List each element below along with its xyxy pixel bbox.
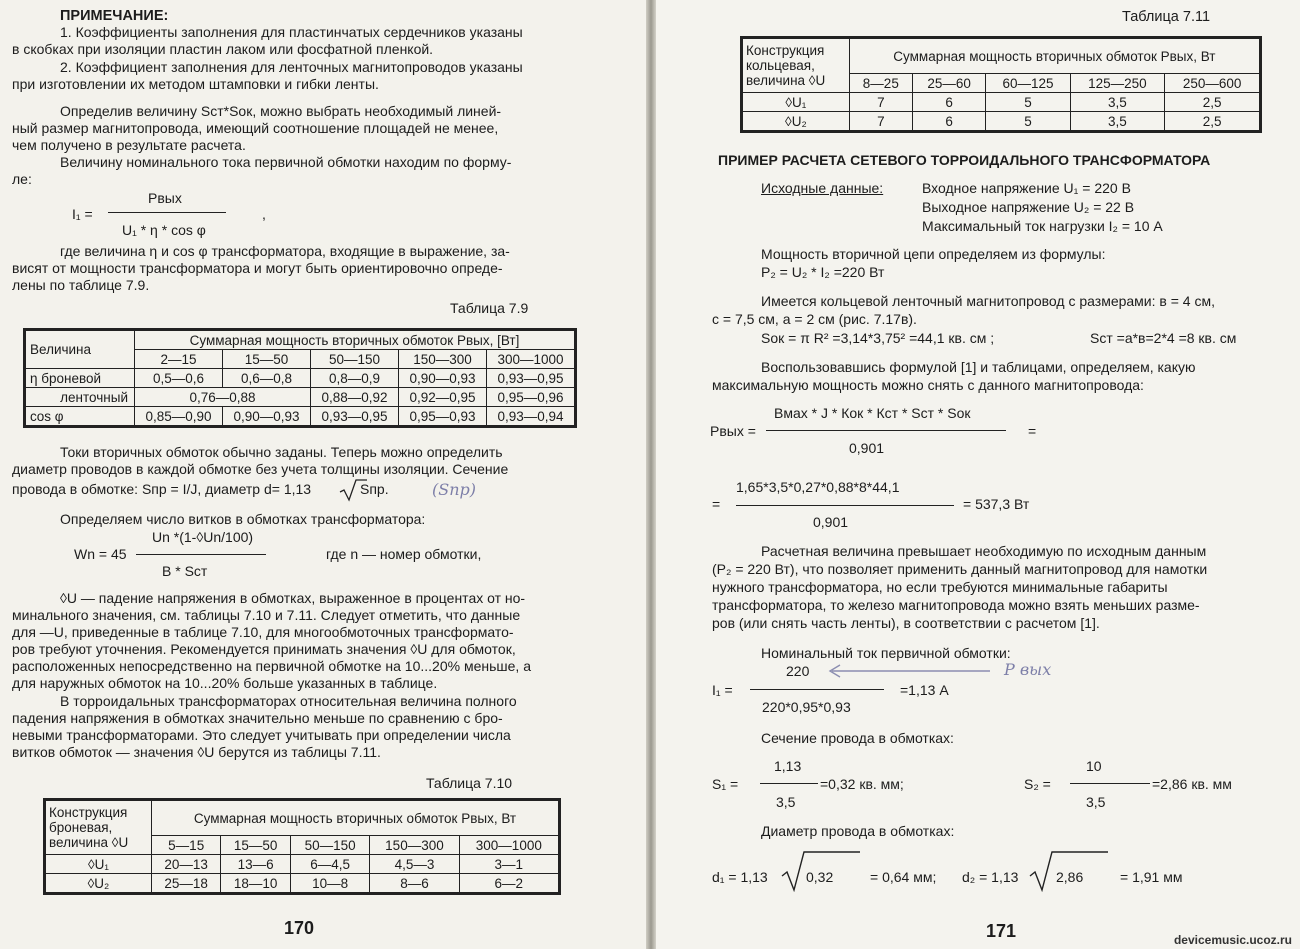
value-cell: 3—1 — [459, 855, 558, 874]
formula-numerator: 1,65*3,5*0,27*0,88*8*44,1 — [736, 479, 900, 495]
value-cell: 0,5—0,6 — [135, 369, 223, 388]
formula-denominator: 0,901 — [849, 440, 885, 456]
book-gutter — [646, 0, 656, 949]
text-line: для —U, приведенные в таблице 7.10, для многообмоточных трансформато- — [12, 624, 514, 640]
text-line: Воспользовавшись формулой [1] и таблицами, определяем, какую — [761, 359, 1196, 375]
value-cell: 0,76—0,88 — [135, 388, 311, 407]
range-cell: 50—150 — [290, 836, 369, 855]
text-line: максимальную мощность можно снять с данного магнитопровода: — [712, 377, 1144, 393]
value-cell: 7 — [849, 112, 912, 131]
formula-note: где n — номер обмотки, — [326, 546, 482, 562]
note-line: 2. Коэффициент заполнения для ленточных магнитопроводов указаны — [60, 59, 523, 75]
range-cell: 2—15 — [135, 350, 223, 369]
value-cell: 2,5 — [1165, 93, 1260, 112]
text-line: для наружных обмоток на 10...20% больше указанных в таблице. — [12, 675, 438, 691]
formula-line: P₂ = U₂ * I₂ =220 Вт — [761, 264, 885, 280]
header-text: броневая, — [49, 820, 113, 835]
header-text: величина ◊U — [746, 73, 826, 88]
formula-result: =2,86 кв. мм — [1152, 776, 1232, 792]
value-cell: 7 — [849, 93, 912, 112]
formula-denominator: B * Sст — [162, 563, 208, 579]
range-cell: 5—15 — [151, 836, 220, 855]
value-cell: 0,8—0,9 — [311, 369, 399, 388]
sqrt-argument: 2,86 — [1056, 869, 1084, 885]
table-7-11 — [742, 38, 1260, 131]
header-cell: Суммарная мощность вторичных обмоток Рвых, Вт — [151, 801, 558, 836]
text-line: диаметр проводов в каждой обмотке без учета толщины изоляции. Сечение — [12, 461, 509, 477]
row-label: ◊U₁ — [46, 855, 152, 874]
header-text: кольцевая, — [746, 58, 815, 73]
fraction-bar — [1070, 783, 1150, 784]
value-cell: 6—2 — [459, 874, 558, 893]
page-number: 170 — [284, 918, 315, 938]
text-line: В торроидальных трансформаторах относительная величина полного — [60, 693, 517, 709]
text-line: невыми трансформаторами. Это следует учитывать при определении числа — [12, 727, 511, 743]
formula-numerator: Pвых — [148, 190, 182, 206]
value-cell: 6 — [912, 93, 986, 112]
row-label: ленточный — [26, 388, 135, 407]
formula-numerator: 1,13 — [774, 758, 802, 774]
range-cell: 15—50 — [223, 350, 311, 369]
source-data-line: Выходное напряжение U₂ = 22 В — [922, 199, 1135, 215]
value-cell: 0,95—0,93 — [399, 407, 487, 426]
source-data-line: Входное напряжение U₁ = 220 В — [922, 180, 1131, 196]
text-line: ле: — [12, 171, 32, 187]
formula-line: Sст =a*в=2*4 =8 кв. см — [1090, 330, 1237, 346]
formula-result: = 0,64 мм; — [870, 869, 937, 885]
value-cell: 0,90—0,93 — [223, 407, 311, 426]
text-line: висят от мощности трансформатора и могут быть ориентировочно опреде- — [12, 260, 503, 276]
formula-result: =0,32 кв. мм; — [820, 776, 904, 792]
range-cell: 125—250 — [1070, 74, 1165, 93]
formula-lhs: I₁ = — [712, 682, 733, 698]
value-cell: 0,93—0,95 — [487, 369, 575, 388]
formula-numerator: Un *(1-◊Un/100) — [152, 529, 254, 545]
text-line: чем получено в результате расчета. — [12, 137, 246, 153]
value-cell: 0,95—0,96 — [487, 388, 575, 407]
range-cell: 25—60 — [912, 74, 986, 93]
value-cell: 0,88—0,92 — [311, 388, 399, 407]
formula-equals: = — [1028, 423, 1037, 439]
page-number: 171 — [986, 921, 1017, 941]
range-cell: 250—600 — [1165, 74, 1260, 93]
row-label: η броневой — [26, 369, 135, 388]
table-caption: Таблица 7.11 — [1122, 9, 1211, 25]
formula-comma: , — [262, 206, 266, 222]
formula-result: =1,13 А — [900, 682, 949, 698]
formula-lhs: d₂ = 1,13 — [962, 869, 1019, 885]
formula-result: = 1,91 мм — [1120, 869, 1183, 885]
formula-denominator: 0,901 — [813, 514, 849, 530]
formula-line: Sок = π R² =3,14*3,75² =44,1 кв. см ; — [761, 330, 995, 346]
formula-numerator: 220 — [786, 663, 810, 679]
value-cell: 25—18 — [151, 874, 220, 893]
text-line: с = 7,5 см, а = 2 см (рис. 7.17в). — [712, 311, 917, 327]
header-cell: Величина — [26, 331, 135, 369]
text-line: Мощность вторичной цепи определяем из формулы: — [761, 246, 1106, 262]
value-cell: 6 — [912, 112, 986, 131]
value-cell: 0,93—0,94 — [487, 407, 575, 426]
header-text: величина ◊U — [49, 835, 129, 850]
value-cell: 8—6 — [370, 874, 459, 893]
text-line: Имеется кольцевой ленточный магнитопровод с размерами: в = 4 см, — [761, 293, 1215, 309]
header-text: Конструкция — [746, 43, 825, 58]
fraction-bar — [760, 783, 818, 784]
note-line: при изготовлении их методом штамповки и гибки ленты. — [12, 76, 379, 92]
value-cell: 4,5—3 — [370, 855, 459, 874]
text-line: (P₂ = 220 Вт), что позволяет применить данный магнитопровод для намотки — [712, 561, 1208, 577]
formula-denominator: 3,5 — [776, 794, 796, 810]
header-text: Конструкция — [49, 805, 128, 820]
value-cell: 18—10 — [221, 874, 290, 893]
fraction-bar — [750, 689, 884, 690]
value-cell: 6—4,5 — [290, 855, 369, 874]
note-title: ПРИМЕЧАНИЕ: — [60, 8, 169, 24]
range-cell: 60—125 — [986, 74, 1070, 93]
text-line: Расчетная величина превышает необходимую по исходным данным — [761, 543, 1207, 559]
value-cell: 5 — [986, 93, 1070, 112]
range-cell: 300—1000 — [487, 350, 575, 369]
value-cell: 0,90—0,93 — [399, 369, 487, 388]
value-cell: 10—8 — [290, 874, 369, 893]
text-line: трансформатора, то железо магнитопровода можно взять меньших разме- — [712, 597, 1200, 613]
value-cell: 5 — [986, 112, 1070, 131]
formula-lhs: I₁ = — [72, 206, 93, 222]
fraction-bar — [766, 430, 1006, 431]
range-cell: 300—1000 — [459, 836, 558, 855]
text-line: витков обмоток — значения ◊U берутся из таблицы 7.11. — [12, 744, 381, 760]
text-line: ный размер магнитопровода, имеющий соотношение площадей не менее, — [12, 120, 499, 136]
value-cell: 2,5 — [1165, 112, 1260, 131]
value-cell: 0,6—0,8 — [223, 369, 311, 388]
formula-lhs: Рвых = — [710, 423, 756, 439]
text-line: ◊U — падение напряжения в обмотках, выраженное в процентах от но- — [60, 590, 526, 606]
value-cell: 0,85—0,90 — [135, 407, 223, 426]
text-line: минального значения, см. таблицы 7.10 и 7.11. Следует отметить, что данные — [12, 607, 521, 623]
text-line: Определив величину Sст*Sок, можно выбрать необходимый линей- — [60, 103, 502, 119]
text-line: ров (или снять часть ленты), в соответствии с расчетом [1]. — [712, 615, 1100, 631]
handwritten-arrow — [826, 664, 996, 678]
formula-result: = 537,3 Вт — [963, 496, 1030, 512]
row-label: cos φ — [26, 407, 135, 426]
text-line: Величину номинального тока первичной обмотки находим по форму- — [60, 154, 512, 170]
range-cell: 150—300 — [370, 836, 459, 855]
text-line: где величина η и cos φ трансформатора, входящие в выражение, за- — [60, 243, 510, 259]
formula-denominator: 3,5 — [1086, 794, 1106, 810]
text-line: лены по таблице 7.9. — [12, 277, 150, 293]
fraction-bar — [108, 212, 226, 213]
fraction-bar — [136, 554, 266, 555]
source-data-line: Максимальный ток нагрузки I₂ = 10 А — [922, 218, 1163, 234]
row-label: ◊U₂ — [46, 874, 152, 893]
text-line: Сечение провода в обмотках: — [761, 730, 954, 746]
formula-lhs: = — [712, 496, 721, 512]
formula-lhs: S₂ = — [1024, 776, 1051, 792]
page-170 — [0, 0, 646, 949]
section-heading: ПРИМЕР РАСЧЕТА СЕТЕВОГО ТОРРОИДАЛЬНОГО ТРАНСФОРМАТОРА — [718, 152, 1211, 168]
fraction-bar — [736, 505, 954, 506]
watermark: devicemusic.ucoz.ru — [1173, 933, 1292, 947]
note-line: в скобках при изоляции пластин лаком или фосфатной пленкой. — [12, 41, 434, 57]
formula-lhs: d₁ = 1,13 — [712, 869, 768, 885]
header-cell: Суммарная мощность вторичных обмоток Рвых, [Вт] — [135, 331, 575, 350]
text-line: Токи вторичных обмоток обычно заданы. Теперь можно определить — [60, 444, 503, 460]
text-line: нужного трансформатора, но если требуются минимальные габариты — [712, 579, 1168, 595]
value-cell: 0,92—0,95 — [399, 388, 487, 407]
sqrt-argument: 0,32 — [806, 869, 834, 885]
header-cell — [46, 801, 152, 855]
handwritten-note: (Sпр) — [432, 480, 476, 499]
sqrt-argument: Sпр. — [360, 481, 389, 497]
value-cell: 0,93—0,95 — [311, 407, 399, 426]
formula-denominator: 220*0,95*0,93 — [762, 699, 851, 715]
formula-lhs: Wn = 45 — [74, 546, 127, 562]
text-line: падения напряжения в обмотках значительно меньше по сравнению с бро- — [12, 710, 503, 726]
formula-numerator: 10 — [1086, 758, 1102, 774]
range-cell: 8—25 — [849, 74, 912, 93]
row-label: ◊U₂ — [743, 112, 850, 131]
note-line: 1. Коэффициенты заполнения для пластинчатых сердечников указаны — [60, 24, 523, 40]
formula-lhs: S₁ = — [712, 776, 739, 792]
handwritten-note: P вых — [1004, 660, 1052, 679]
table-7-9 — [25, 330, 575, 426]
formula-numerator: Bмах * J * Кок * Кст * Sст * Sок — [774, 405, 971, 421]
table-7-10 — [45, 800, 559, 893]
row-label: ◊U₁ — [743, 93, 850, 112]
text-line: расположенных непосредственно на первичной обмотке на 10...20% меньше, а — [12, 658, 531, 674]
range-cell: 50—150 — [311, 350, 399, 369]
source-data-label: Исходные данные: — [761, 180, 884, 196]
range-cell: 15—50 — [221, 836, 290, 855]
range-cell: 150—300 — [399, 350, 487, 369]
value-cell: 20—13 — [151, 855, 220, 874]
table-caption: Таблица 7.9 — [450, 300, 529, 316]
text-line: Номинальный ток первичной обмотки: — [761, 645, 1011, 661]
value-cell: 3,5 — [1070, 93, 1165, 112]
text-line: ров требуют уточнения. Рекомендуется принимать значения ◊U для обмоток, — [12, 641, 516, 657]
text-line: Диаметр провода в обмотках: — [761, 823, 955, 839]
table-caption: Таблица 7.10 — [426, 775, 513, 791]
value-cell: 13—6 — [221, 855, 290, 874]
header-cell: Суммарная мощность вторичных обмоток Рвых, Вт — [849, 39, 1259, 74]
text-line: провода в обмотке: Sпр = I/J, диаметр d= 1,13 — [12, 481, 312, 497]
text-line: Определяем число витков в обмотках трансформатора: — [60, 511, 426, 527]
header-cell — [743, 39, 850, 93]
page-171 — [656, 0, 1300, 949]
value-cell: 3,5 — [1070, 112, 1165, 131]
formula-denominator: U₁ * η * cos φ — [122, 222, 206, 238]
